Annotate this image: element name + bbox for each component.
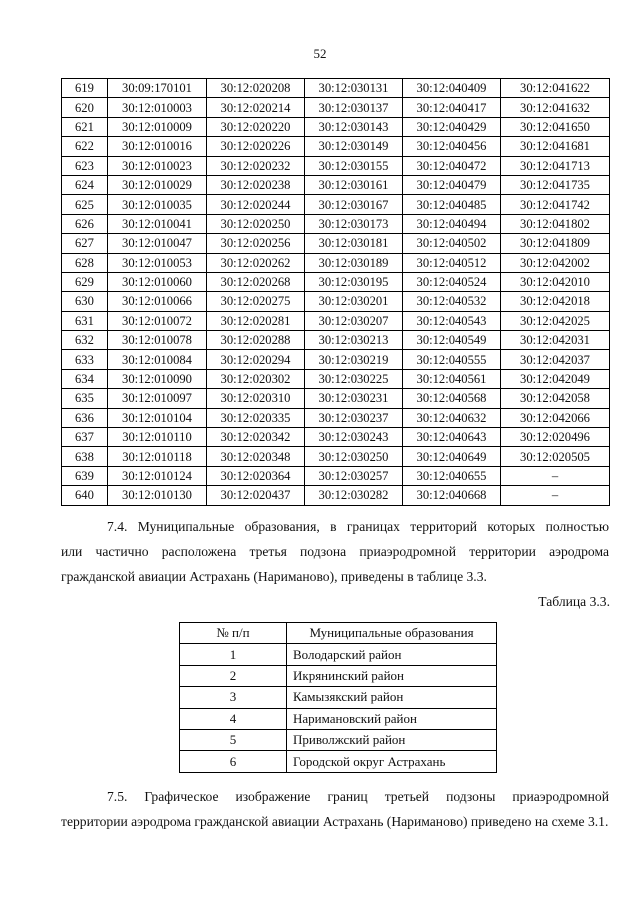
cadastral-number-cell: 30:12:041650: [501, 117, 610, 136]
cadastral-number-cell: 30:12:010130: [108, 486, 207, 505]
row-number-cell: 640: [62, 486, 108, 505]
row-number-cell: 632: [62, 331, 108, 350]
table-row: [62, 98, 610, 117]
cadastral-number-cell: 30:12:010035: [108, 195, 207, 214]
row-number-cell: 623: [62, 156, 108, 175]
row-number-cell: 5: [180, 729, 287, 750]
header-number: № п/п: [180, 623, 287, 644]
cadastral-number-cell: 30:12:030250: [305, 447, 403, 466]
cadastral-number-cell: 30:12:020250: [207, 214, 305, 233]
row-number-cell: 629: [62, 272, 108, 291]
row-number-cell: 3: [180, 687, 287, 708]
cadastral-number-cell: 30:12:020505: [501, 447, 610, 466]
paragraph-7-4-first-line: 7.4. Муниципальные образования, в границах территорий которых полностью: [107, 519, 609, 534]
table-row: [62, 137, 610, 156]
table-caption: Таблица 3.3.: [538, 594, 610, 609]
paragraph-7-5-text: территории аэродрома гражданской авиации Астрахань (Нариманово) приведено на схеме 3.1.: [61, 814, 609, 829]
cadastral-number-cell: 30:12:040502: [403, 234, 501, 253]
municipalities-table-body: [180, 644, 497, 772]
cadastral-number-cell: 30:12:042002: [501, 253, 610, 272]
cadastral-number-cell: –: [501, 486, 610, 505]
cadastral-number-cell: 30:12:040561: [403, 369, 501, 388]
row-number-cell: 635: [62, 389, 108, 408]
cadastral-number-cell: 30:12:020232: [207, 156, 305, 175]
table-header-row: [180, 623, 497, 644]
cadastral-number-cell: 30:12:010072: [108, 311, 207, 330]
cadastral-number-cell: 30:12:040543: [403, 311, 501, 330]
cadastral-number-cell: 30:12:030149: [305, 137, 403, 156]
row-number-cell: 6: [180, 751, 287, 772]
table-row: [180, 644, 497, 665]
cadastral-number-cell: 30:12:020226: [207, 137, 305, 156]
cadastral-number-cell: 30:12:020281: [207, 311, 305, 330]
table-row: [180, 687, 497, 708]
cadastral-number-cell: 30:12:041632: [501, 98, 610, 117]
row-number-cell: 634: [62, 369, 108, 388]
cadastral-table-body: [62, 79, 610, 506]
header-municipalities: Муниципальные образования: [287, 623, 497, 644]
table-row: [62, 369, 610, 388]
row-number-cell: 4: [180, 708, 287, 729]
table-row: [62, 156, 610, 175]
row-number-cell: 620: [62, 98, 108, 117]
cadastral-number-cell: 30:12:041735: [501, 175, 610, 194]
cadastral-number-cell: 30:12:041713: [501, 156, 610, 175]
cadastral-number-cell: –: [501, 466, 610, 485]
table-row: [62, 195, 610, 214]
table-row: [62, 175, 610, 194]
row-number-cell: 633: [62, 350, 108, 369]
cadastral-number-cell: 30:12:042049: [501, 369, 610, 388]
cadastral-number-cell: 30:12:030207: [305, 311, 403, 330]
cadastral-number-cell: 30:12:041681: [501, 137, 610, 156]
cadastral-number-cell: 30:12:040524: [403, 272, 501, 291]
cadastral-number-cell: 30:12:041802: [501, 214, 610, 233]
cadastral-number-cell: 30:12:041622: [501, 79, 610, 98]
municipalities-table: [179, 622, 497, 773]
cadastral-number-cell: 30:12:020288: [207, 331, 305, 350]
cadastral-number-cell: 30:12:020437: [207, 486, 305, 505]
cadastral-number-cell: 30:12:020335: [207, 408, 305, 427]
table-row: [62, 117, 610, 136]
cadastral-table: [61, 78, 610, 506]
cadastral-number-cell: 30:12:020220: [207, 117, 305, 136]
cadastral-number-cell: 30:12:030257: [305, 466, 403, 485]
cadastral-number-cell: 30:12:030225: [305, 369, 403, 388]
cadastral-number-cell: 30:12:030282: [305, 486, 403, 505]
cadastral-number-cell: 30:12:040568: [403, 389, 501, 408]
page-number: 52: [313, 46, 327, 61]
cadastral-number-cell: 30:12:042058: [501, 389, 610, 408]
cadastral-number-cell: 30:12:020214: [207, 98, 305, 117]
cadastral-number-cell: 30:12:042031: [501, 331, 610, 350]
cadastral-number-cell: 30:12:040655: [403, 466, 501, 485]
table-row: [62, 214, 610, 233]
cadastral-number-cell: 30:12:010016: [108, 137, 207, 156]
row-number-cell: 626: [62, 214, 108, 233]
cadastral-number-cell: 30:12:041742: [501, 195, 610, 214]
row-number-cell: 630: [62, 292, 108, 311]
cadastral-number-cell: 30:12:040532: [403, 292, 501, 311]
cadastral-number-cell: 30:12:040649: [403, 447, 501, 466]
cadastral-number-cell: 30:12:020275: [207, 292, 305, 311]
cadastral-number-cell: 30:12:030201: [305, 292, 403, 311]
cadastral-number-cell: 30:12:040668: [403, 486, 501, 505]
cadastral-number-cell: 30:12:010104: [108, 408, 207, 427]
cadastral-number-cell: 30:12:042025: [501, 311, 610, 330]
cadastral-number-cell: 30:12:040512: [403, 253, 501, 272]
cadastral-number-cell: 30:12:010003: [108, 98, 207, 117]
row-number-cell: 639: [62, 466, 108, 485]
cadastral-number-cell: 30:12:030161: [305, 175, 403, 194]
paragraph-7-5-first-line: 7.5. Графическое изображение границ третьей подзоны приаэродромной: [107, 789, 609, 804]
cadastral-number-cell: 30:12:030137: [305, 98, 403, 117]
cadastral-number-cell: 30:12:030131: [305, 79, 403, 98]
cadastral-number-cell: 30:12:040555: [403, 350, 501, 369]
cadastral-number-cell: 30:12:040409: [403, 79, 501, 98]
municipality-cell: Икрянинский район: [287, 665, 497, 686]
cadastral-number-cell: 30:12:010097: [108, 389, 207, 408]
cadastral-number-cell: 30:12:010029: [108, 175, 207, 194]
cadastral-number-cell: 30:12:020238: [207, 175, 305, 194]
paragraph-7-5: [61, 784, 609, 834]
cadastral-number-cell: 30:12:042037: [501, 350, 610, 369]
cadastral-number-cell: 30:12:010047: [108, 234, 207, 253]
cadastral-number-cell: 30:12:030167: [305, 195, 403, 214]
cadastral-number-cell: 30:12:010110: [108, 428, 207, 447]
cadastral-number-cell: 30:12:040456: [403, 137, 501, 156]
municipality-cell: Наримановский район: [287, 708, 497, 729]
table-row: [62, 292, 610, 311]
cadastral-number-cell: 30:12:010084: [108, 350, 207, 369]
row-number-cell: 619: [62, 79, 108, 98]
cadastral-number-cell: 30:12:040632: [403, 408, 501, 427]
cadastral-number-cell: 30:12:010078: [108, 331, 207, 350]
cadastral-number-cell: 30:12:040549: [403, 331, 501, 350]
table-row: [62, 408, 610, 427]
cadastral-number-cell: 30:12:020342: [207, 428, 305, 447]
cadastral-number-cell: 30:12:020244: [207, 195, 305, 214]
table-row: [62, 447, 610, 466]
cadastral-number-cell: 30:12:020364: [207, 466, 305, 485]
cadastral-number-cell: 30:12:042066: [501, 408, 610, 427]
cadastral-number-cell: 30:12:010053: [108, 253, 207, 272]
row-number-cell: 637: [62, 428, 108, 447]
cadastral-number-cell: 30:12:010090: [108, 369, 207, 388]
row-number-cell: 622: [62, 137, 108, 156]
row-number-cell: 636: [62, 408, 108, 427]
row-number-cell: 627: [62, 234, 108, 253]
cadastral-number-cell: 30:12:030243: [305, 428, 403, 447]
table-row: [62, 486, 610, 505]
cadastral-number-cell: 30:12:030213: [305, 331, 403, 350]
table-row: [62, 428, 610, 447]
cadastral-number-cell: 30:12:030219: [305, 350, 403, 369]
paragraph-7-4-text: или частично расположена третья подзона приаэродромной территории аэродрома гражданской авиации Астрахань (Нариманово), приведены в таблице 3.3.: [61, 544, 609, 584]
cadastral-number-cell: 30:09:170101: [108, 79, 207, 98]
cadastral-number-cell: 30:12:030155: [305, 156, 403, 175]
table-row: [180, 665, 497, 686]
municipality-cell: Камызякский район: [287, 687, 497, 708]
row-number-cell: 621: [62, 117, 108, 136]
cadastral-number-cell: 30:12:020496: [501, 428, 610, 447]
cadastral-number-cell: 30:12:030173: [305, 214, 403, 233]
cadastral-number-cell: 30:12:030231: [305, 389, 403, 408]
cadastral-number-cell: 30:12:020294: [207, 350, 305, 369]
row-number-cell: 2: [180, 665, 287, 686]
cadastral-number-cell: 30:12:010023: [108, 156, 207, 175]
cadastral-number-cell: 30:12:030189: [305, 253, 403, 272]
cadastral-number-cell: 30:12:042010: [501, 272, 610, 291]
row-number-cell: 624: [62, 175, 108, 194]
cadastral-number-cell: 30:12:020348: [207, 447, 305, 466]
municipality-cell: Приволжский район: [287, 729, 497, 750]
cadastral-number-cell: 30:12:020302: [207, 369, 305, 388]
table-row: [62, 311, 610, 330]
table-row: [62, 466, 610, 485]
cadastral-number-cell: 30:12:030195: [305, 272, 403, 291]
cadastral-number-cell: 30:12:040494: [403, 214, 501, 233]
cadastral-number-cell: 30:12:010009: [108, 117, 207, 136]
cadastral-number-cell: 30:12:010118: [108, 447, 207, 466]
cadastral-number-cell: 30:12:042018: [501, 292, 610, 311]
cadastral-number-cell: 30:12:010060: [108, 272, 207, 291]
cadastral-number-cell: 30:12:030143: [305, 117, 403, 136]
table-row: [62, 234, 610, 253]
table-row: [180, 708, 497, 729]
row-number-cell: 638: [62, 447, 108, 466]
municipality-cell: Городской округ Астрахань: [287, 751, 497, 772]
table-row: [180, 751, 497, 772]
cadastral-number-cell: 30:12:010066: [108, 292, 207, 311]
table-row: [62, 331, 610, 350]
cadastral-number-cell: 30:12:010124: [108, 466, 207, 485]
table-row: [180, 729, 497, 750]
cadastral-number-cell: 30:12:010041: [108, 214, 207, 233]
municipality-cell: Володарский район: [287, 644, 497, 665]
row-number-cell: 625: [62, 195, 108, 214]
table-row: [62, 389, 610, 408]
row-number-cell: 628: [62, 253, 108, 272]
cadastral-number-cell: 30:12:040643: [403, 428, 501, 447]
table-row: [62, 272, 610, 291]
table-row: [62, 79, 610, 98]
cadastral-number-cell: 30:12:041809: [501, 234, 610, 253]
cadastral-number-cell: 30:12:040417: [403, 98, 501, 117]
cadastral-number-cell: 30:12:040429: [403, 117, 501, 136]
cadastral-number-cell: 30:12:020256: [207, 234, 305, 253]
cadastral-number-cell: 30:12:030181: [305, 234, 403, 253]
cadastral-number-cell: 30:12:020268: [207, 272, 305, 291]
cadastral-number-cell: 30:12:030237: [305, 408, 403, 427]
cadastral-number-cell: 30:12:020208: [207, 79, 305, 98]
row-number-cell: 631: [62, 311, 108, 330]
paragraph-7-4: [61, 514, 609, 589]
table-row: [62, 253, 610, 272]
table-row: [62, 350, 610, 369]
cadastral-number-cell: 30:12:040472: [403, 156, 501, 175]
cadastral-number-cell: 30:12:020262: [207, 253, 305, 272]
row-number-cell: 1: [180, 644, 287, 665]
cadastral-number-cell: 30:12:020310: [207, 389, 305, 408]
cadastral-number-cell: 30:12:040479: [403, 175, 501, 194]
cadastral-number-cell: 30:12:040485: [403, 195, 501, 214]
